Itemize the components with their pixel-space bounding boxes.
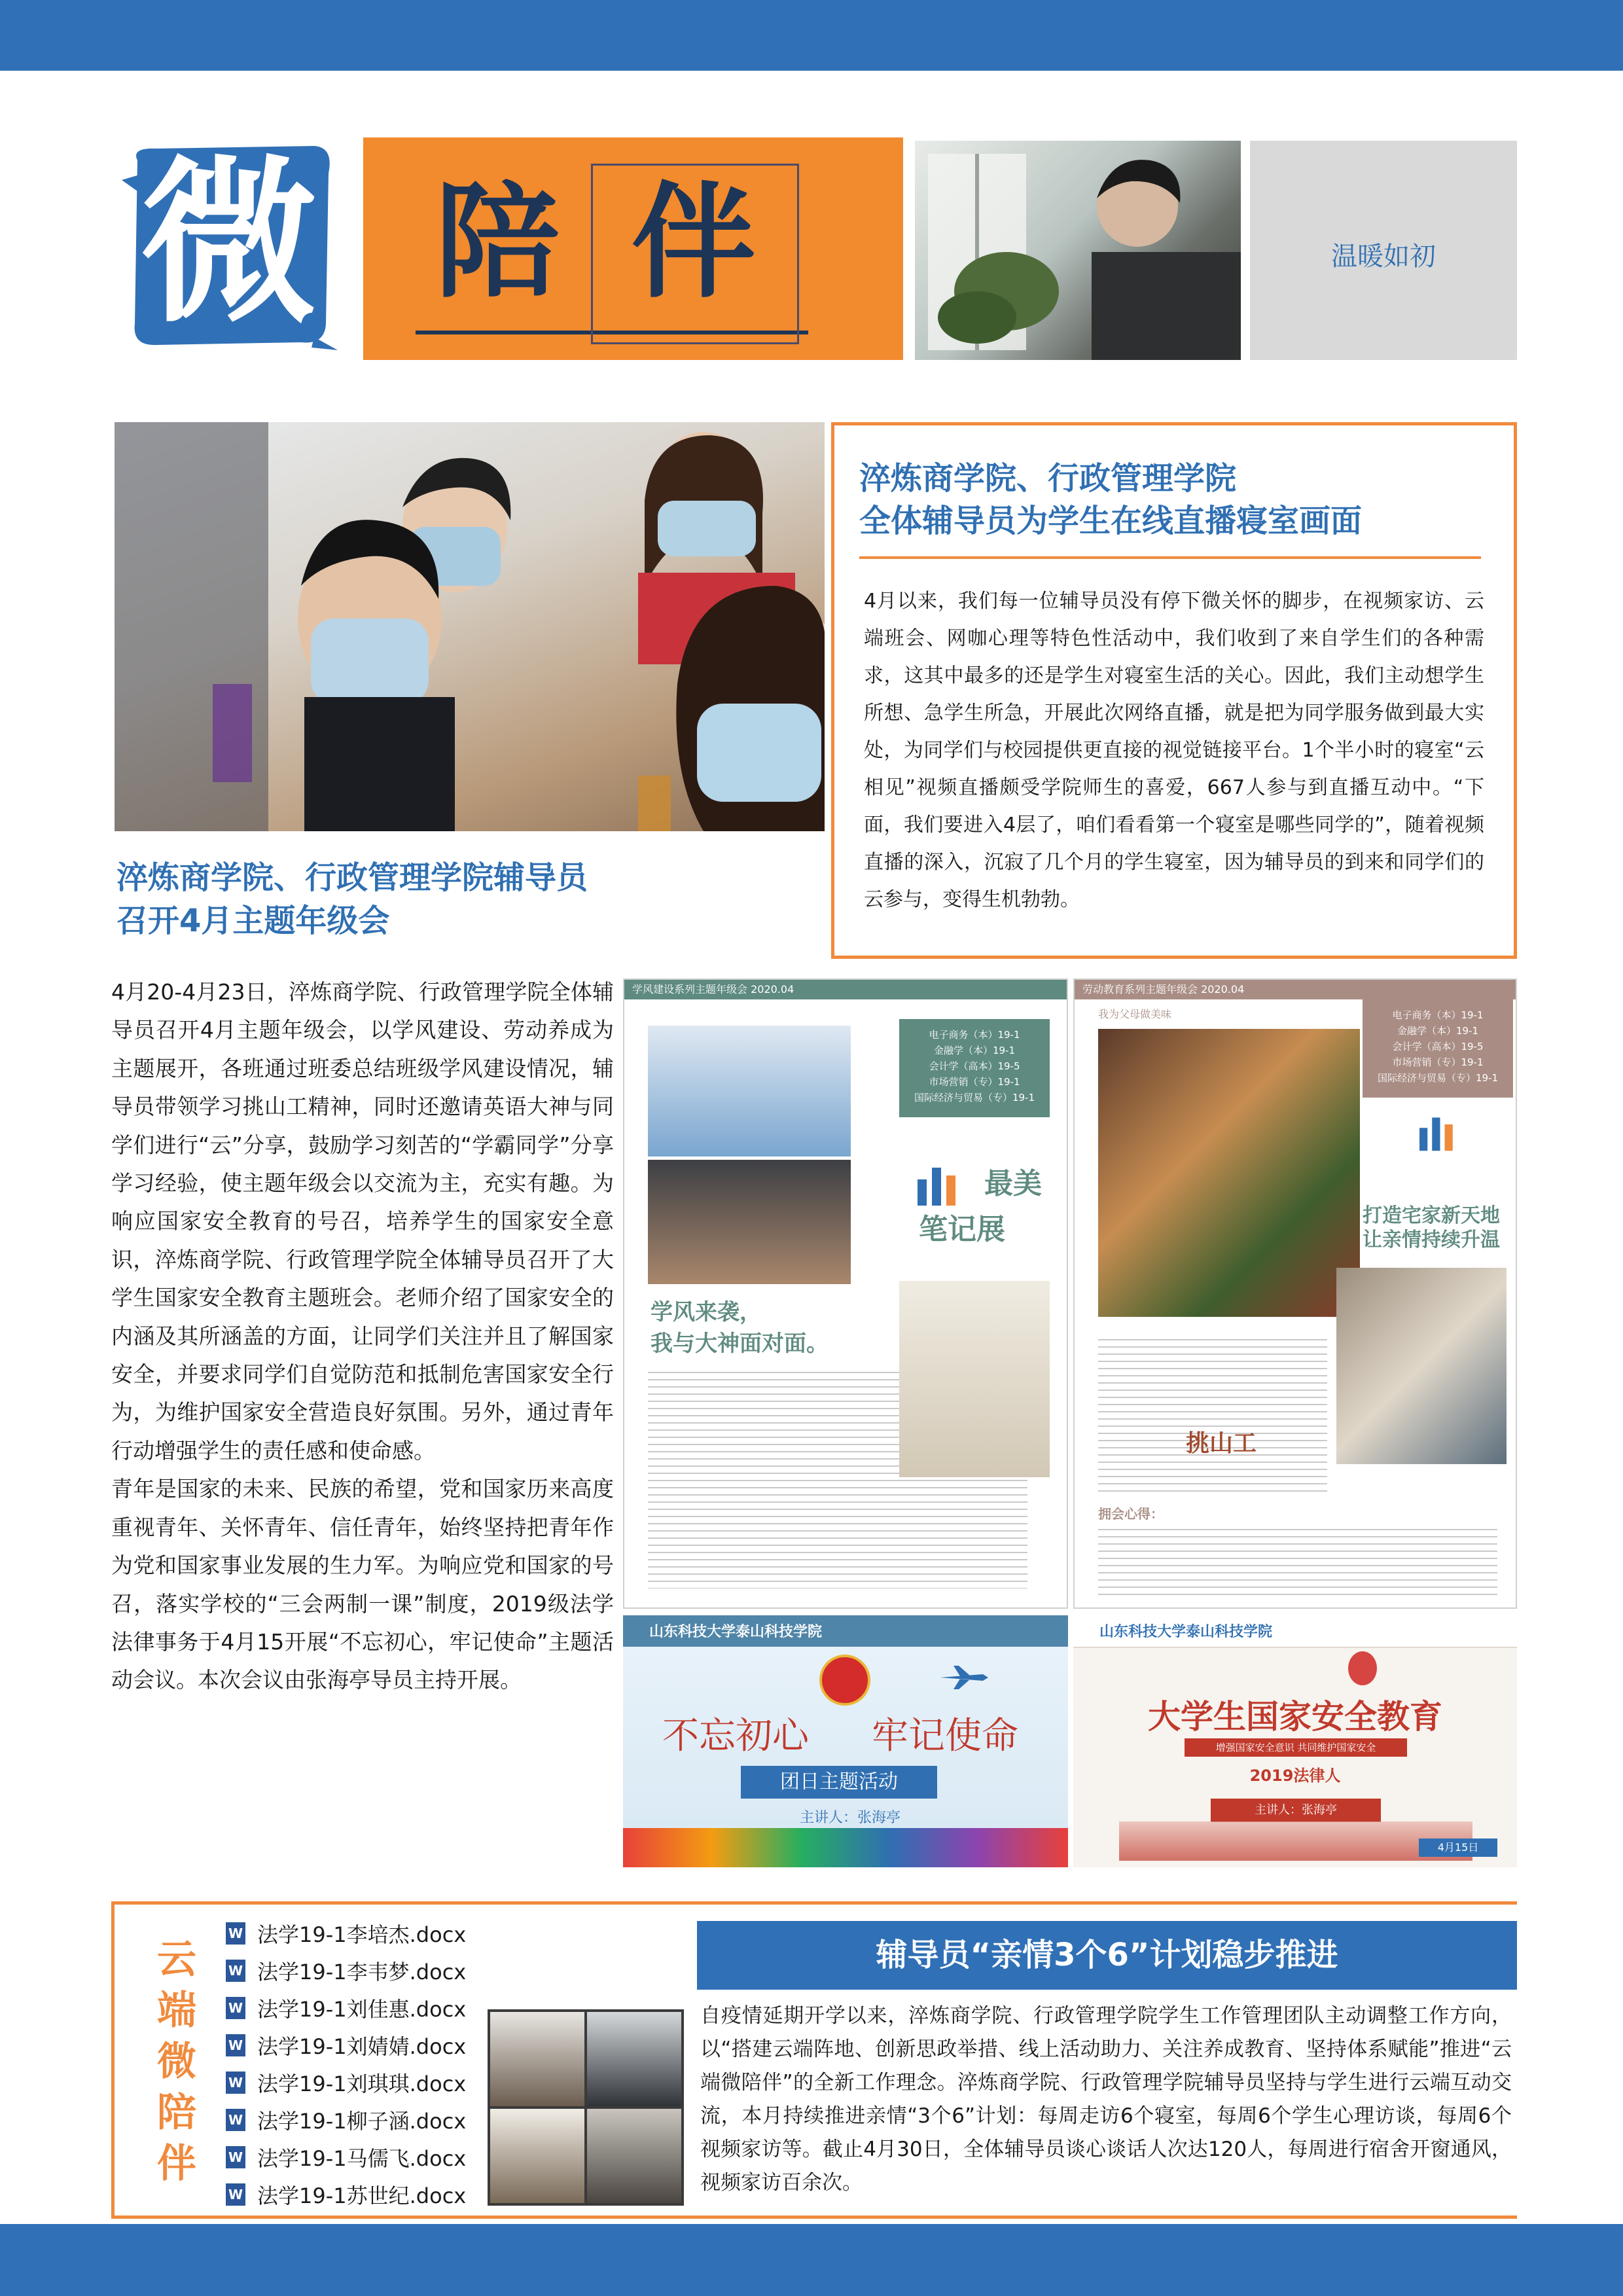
photo-watering-plant <box>915 141 1241 360</box>
file-name: 法学19-1苏世纪.docx <box>257 2183 467 2208</box>
file-item[interactable] <box>226 1989 514 2026</box>
live-story-rule <box>859 556 1481 559</box>
class-item: 市场营销（专）19-1 <box>1392 1056 1484 1068</box>
class-item: 国际经济与贸易（专）19-1 <box>1377 1072 1499 1084</box>
word-doc-icon: W <box>226 2109 245 2131</box>
bulletin-right-text-block <box>1098 1333 1327 1497</box>
video-tile <box>490 2012 584 2106</box>
word-doc-icon: W <box>226 2183 245 2206</box>
video-call-grid <box>488 2009 684 2206</box>
side-caption-box <box>1250 141 1517 360</box>
meeting-screenshot <box>648 1026 851 1157</box>
poster-right-school: 山东科技大学泰山科技学院 <box>1099 1624 1273 1640</box>
class-item: 电子商务（本）19-1 <box>929 1029 1020 1041</box>
file-item[interactable] <box>226 2064 514 2101</box>
top-banner-bar <box>0 0 1623 71</box>
bulletin-right-mountain: 挑山工 <box>1186 1430 1257 1457</box>
word-doc-icon: W <box>226 2034 245 2056</box>
vertical-title-char: 云 <box>157 1937 196 1982</box>
plane-icon <box>937 1664 990 1691</box>
poster-left-subtitle: 团日主题活动 <box>741 1766 937 1799</box>
poster-national-security <box>1073 1615 1517 1867</box>
side-caption: 温暖如初 <box>1331 242 1436 272</box>
word-doc-icon: W <box>226 1922 245 1945</box>
live-story-title-line1: 淬炼商学院、行政管理学院 <box>859 460 1237 497</box>
file-name: 法学19-1李韦梦.docx <box>257 1959 467 1984</box>
selection-frame <box>591 164 799 344</box>
poster-left-school: 山东科技大学泰山科技学院 <box>649 1624 823 1640</box>
wei-character: 微 <box>141 138 317 346</box>
word-doc-icon: W <box>226 2146 245 2168</box>
school-logo-icon <box>912 1160 965 1212</box>
league-emblem-icon <box>819 1655 870 1706</box>
bulletin-left-quote1: 学风来袭， <box>651 1299 762 1325</box>
vertical-title-char: 伴 <box>157 2141 196 2187</box>
poster-left-title-a: 不忘初心 <box>662 1715 809 1757</box>
dancing-silhouettes <box>623 1828 1068 1867</box>
poster-youth-league <box>623 1615 1068 1867</box>
bulletin-left-class-panel <box>899 1019 1050 1117</box>
bulletin-right-header: 劳动教育系列主题年级会 2020.04 <box>1075 980 1516 999</box>
video-tile <box>587 2012 681 2106</box>
bulletin-right-slogan1: 打造宅家新天地 <box>1363 1204 1500 1227</box>
bulletin-study-style <box>623 978 1068 1609</box>
file-name: 法学19-1刘琪琪.docx <box>257 2071 467 2096</box>
file-name: 法学19-1李培杰.docx <box>257 1922 467 1947</box>
word-doc-icon: W <box>226 2072 245 2094</box>
wei-logo <box>118 134 340 357</box>
bottom-banner-bar <box>0 2224 1623 2296</box>
class-item: 金融学（本）19-1 <box>1397 1025 1479 1037</box>
file-name: 法学19-1柳子涵.docx <box>257 2108 467 2134</box>
live-story-body: 4月以来，我们每一位辅导员没有停下微关怀的脚步，在视频家访、云端班会、网咖心理等特色性活动中，我们收到了来自学生们的各种需求，这其中最多的还是学生对寝室生活的关心。因此，我们主动想学生所想、急学生所急，开展此次网络直播，就是把为同学服务做到最大实处，为同学们与校园提供更直接的视觉链接平台。1个半小时的寝室“云相见”视频直播颇受学院师生的喜爱，667人参与到直播互动中。“下面，我们要进入4层了，咱们看看第一个寝室是哪些同学的”，随着视频直播的深入，沉寂了几个月的学生寝室，因为辅导员的到来和同学们的云参与，变得生机勃勃。 <box>864 590 1484 911</box>
school-logo-icon <box>1415 1111 1461 1157</box>
meeting-story-body: 4月20-4月23日，淬炼商学院、行政管理学院全体辅导员召开4月主题年级会，以学风建设、劳动养成为主题展开，各班通过班委总结班级学风建设情况，辅导员带领学习挑山工精神，同时还邀请英语大神与同学们进行“云”分享，鼓励学习刻苦的“学霸同学”分享学习经验，使主题年级会以交流为主，充实有趣。为响应国家安全教育的号召，培养学生的国家安全意识，淬炼商学院、行政管理学院全体辅导员召开了大学生国家安全教育主题班会。老师介绍了国家安全的内涵及其所涵盖的方面，让同学们关注并且了解国家安全，并要求同学们自觉防范和抵制危害国家安全行为，为维护国家安全营造良好氛围。另外，通过青年行动增强学生的责任感和使命感。 青年是国家的未来、民族的希望，党和国家历来高度重视青年、关怀青年、信任青年，始终坚持把青年作为党和国家事业发展的生力军。为响应党和国家的号召，落实学校的“三会两制一课”制度，2019级法学法律事务于4月15开展“不忘初心，牢记使命”主题活动会议。本次会议由张海亭导员主持开展。 <box>111 979 614 1693</box>
bulletin-left-quote2: 我与大神面对面。 <box>651 1331 829 1357</box>
bulletin-right-thought: 拥会心得： <box>1098 1506 1164 1522</box>
meeting-story-title-line2: 召开4月主题年级会 <box>116 903 390 939</box>
file-item[interactable] <box>226 1952 514 1989</box>
file-item[interactable] <box>226 1914 514 1952</box>
live-story-box <box>831 422 1517 959</box>
file-name: 法学19-1马儒飞.docx <box>257 2145 467 2171</box>
meeting-story-title <box>116 856 817 942</box>
class-item: 会计学（高本）19-5 <box>929 1060 1020 1072</box>
poster-right-sub: 增强国家安全意识 共同维护国家安全 <box>1185 1738 1407 1757</box>
balloon-icon <box>1348 1651 1377 1685</box>
poster-right-host: 主讲人：张海亭 <box>1211 1799 1381 1822</box>
bulletin-left-slogan2: 笔记展 <box>919 1213 1005 1246</box>
vertical-title-char: 陪 <box>157 2090 196 2136</box>
bulletin-left-slogan1: 最美 <box>984 1167 1042 1200</box>
food-photo-collage <box>1098 1029 1360 1317</box>
poster-right-cls: 2019法律人 <box>1249 1767 1341 1785</box>
vertical-title-char: 端 <box>157 1988 196 2034</box>
file-list <box>226 1914 514 2213</box>
word-doc-icon: W <box>226 1997 245 2019</box>
meeting-story-title-line1: 淬炼商学院、行政管理学院辅导员 <box>116 859 588 896</box>
photo-livestream-selfie <box>115 422 825 831</box>
plan-story-header <box>697 1921 1517 1990</box>
poster-left-title-b: 牢记使命 <box>872 1715 1018 1757</box>
home-cleaning-photos <box>1336 1268 1507 1464</box>
bulletin-right-slogan2: 让亲情持续升温 <box>1363 1229 1500 1251</box>
class-item: 金融学（本）19-1 <box>933 1045 1016 1056</box>
file-name: 法学19-1刘佳惠.docx <box>257 1996 467 2022</box>
word-doc-icon: W <box>226 1960 245 1982</box>
video-tile <box>490 2109 584 2203</box>
bulletin-right-tag: 我为父母做美味 <box>1098 1008 1172 1020</box>
class-item: 会计学（高本）19-5 <box>1392 1041 1484 1052</box>
bulletin-right-bottom-text <box>1098 1523 1497 1595</box>
class-item: 市场营销（专）19-1 <box>929 1076 1020 1088</box>
cloud-vertical-title <box>147 1934 206 2189</box>
poster-right-date: 4月15日 <box>1419 1839 1497 1857</box>
class-item: 国际经济与贸易（专）19-1 <box>914 1092 1035 1103</box>
video-call-screenshot <box>648 1160 851 1284</box>
plan-story-title: 辅导员“亲情3个6”计划稳步推进 <box>876 1937 1338 1973</box>
file-item[interactable] <box>226 2138 514 2176</box>
masthead-title-block <box>363 137 903 360</box>
poster-right-title: 大学生国家安全教育 <box>1148 1698 1442 1736</box>
bulletin-labor-education <box>1073 978 1517 1609</box>
file-item[interactable] <box>226 2101 514 2138</box>
plan-story-body: 自疫情延期开学以来，淬炼商学院、行政管理学院学生工作管理团队主动调整工作方向，以“搭建云端阵地、创新思政举措、线上活动助力、关注养成教育、坚持体系赋能”推进“云端微陪伴”的全新工作理念。淬炼商学院、行政管理学院辅导员坚持与学生进行云端互动交流，本月持续推进亲情“3个6”计划：每周走访6个寝室，每周6个学生心理访谈，每周6个视频家访等。截止4月30日，全体辅导员谈心谈话人次达120人，每周进行宿舍开窗通风，视频家访百余次。 <box>700 2004 1512 2195</box>
class-item: 电子商务（本）19-1 <box>1392 1009 1484 1021</box>
masthead-title: 陪伴 <box>435 169 829 315</box>
bulletin-right-class-panel <box>1363 999 1513 1098</box>
file-item[interactable] <box>226 2026 514 2064</box>
bulletin-left-header: 学风建设系列主题年级会 2020.04 <box>624 980 1067 999</box>
file-name: 法学19-1刘婧婧.docx <box>257 2034 467 2059</box>
file-item[interactable] <box>226 2176 514 2213</box>
live-story-title-line2: 全体辅导员为学生在线直播寝室画面 <box>859 503 1363 539</box>
poster-left-host: 主讲人：张海亭 <box>800 1810 901 1826</box>
vertical-title-char: 微 <box>157 2039 196 2085</box>
video-tile <box>587 2109 681 2203</box>
bulletin-left-notes-photo <box>899 1281 1050 1477</box>
